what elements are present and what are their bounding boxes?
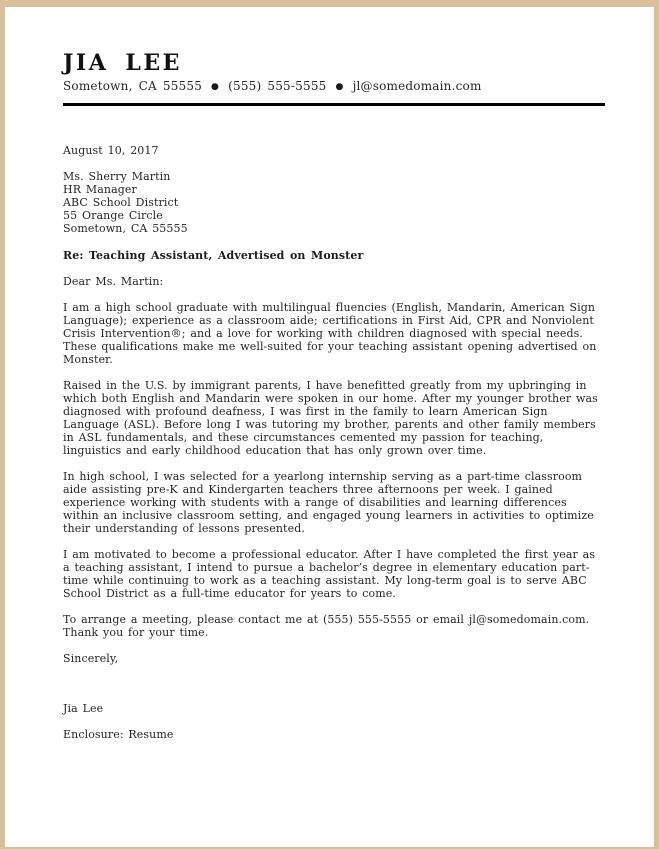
header-rule bbox=[63, 103, 605, 106]
contact-line bbox=[63, 79, 605, 96]
letterhead bbox=[63, 51, 605, 106]
recipient-address-line: HR Manager bbox=[63, 183, 137, 196]
enclosure-note: Enclosure: Resume bbox=[63, 728, 174, 741]
recipient-address-line: Sometown, CA 55555 bbox=[63, 222, 188, 235]
body-paragraph: In high school, I was selected for a yearlong internship serving as a part-time classroom aide assisting pre-K and Kindergarten teachers three afternoons per week. I gained experience working with students with a range of disabilities and learning differences within an inclusive classroom setting, and engaged young learners in activities to optimize their understanding of lessons presented. bbox=[63, 470, 594, 535]
body-paragraph: I am a high school graduate with multilingual fluencies (English, Mandarin, American Sign Language); experience as a classroom aide; certifications in First Aid, CPR and Nonviolent Crisis Intervention®; and a love for working with children diagnosed with special needs. These qualifications make me well-suited for your teaching assistant opening advertised on Monster. bbox=[63, 301, 597, 366]
subject-line: Re: Teaching Assistant, Advertised on Monster bbox=[63, 249, 364, 262]
letter-body bbox=[63, 144, 605, 741]
bullet-separator-icon: ● bbox=[211, 82, 220, 92]
letter-date: August 10, 2017 bbox=[63, 144, 159, 157]
body-paragraph: To arrange a meeting, please contact me at (555) 555-5555 or email jl@somedomain.com. Thank you for your time. bbox=[63, 613, 590, 639]
recipient-address-line: 55 Orange Circle bbox=[63, 209, 163, 222]
closing: Sincerely, bbox=[63, 652, 119, 665]
signature-name: Jia Lee bbox=[63, 702, 104, 715]
recipient-address-line: ABC School District bbox=[63, 196, 179, 209]
body-paragraph: Raised in the U.S. by immigrant parents, I have benefitted greatly from my upbringing in which both English and Mandarin were spoken in our home. After my younger brother was diagnosed with profound deafness, I was first in the family to learn American Sign Language (ASL). Before long I was tutoring my brother, parents and other family members in ASL fundamentals, and these circumstances cemented my passion for teaching, linguistics and early childhood education that has only grown over time. bbox=[63, 379, 598, 457]
contact-phone: (555) 555-5555 bbox=[228, 79, 327, 93]
recipient-address-block bbox=[63, 170, 605, 235]
letter-page bbox=[5, 7, 654, 847]
contact-email: jl@somedomain.com bbox=[352, 79, 482, 93]
body-paragraph: I am motivated to become a professional educator. After I have completed the first year as a teaching assistant, I intend to pursue a bachelor’s degree in elementary education part-time while continuing to work as a teaching assistant. My long-term goal is to serve ABC School District as a full-time educator for years to come. bbox=[63, 548, 596, 600]
salutation: Dear Ms. Martin: bbox=[63, 275, 164, 288]
bullet-separator-icon: ● bbox=[335, 82, 344, 92]
sender-name: JIA LEE bbox=[63, 50, 182, 76]
contact-location: Sometown, CA 55555 bbox=[63, 79, 203, 93]
recipient-address-line: Ms. Sherry Martin bbox=[63, 170, 171, 183]
body-paragraphs bbox=[63, 301, 605, 639]
